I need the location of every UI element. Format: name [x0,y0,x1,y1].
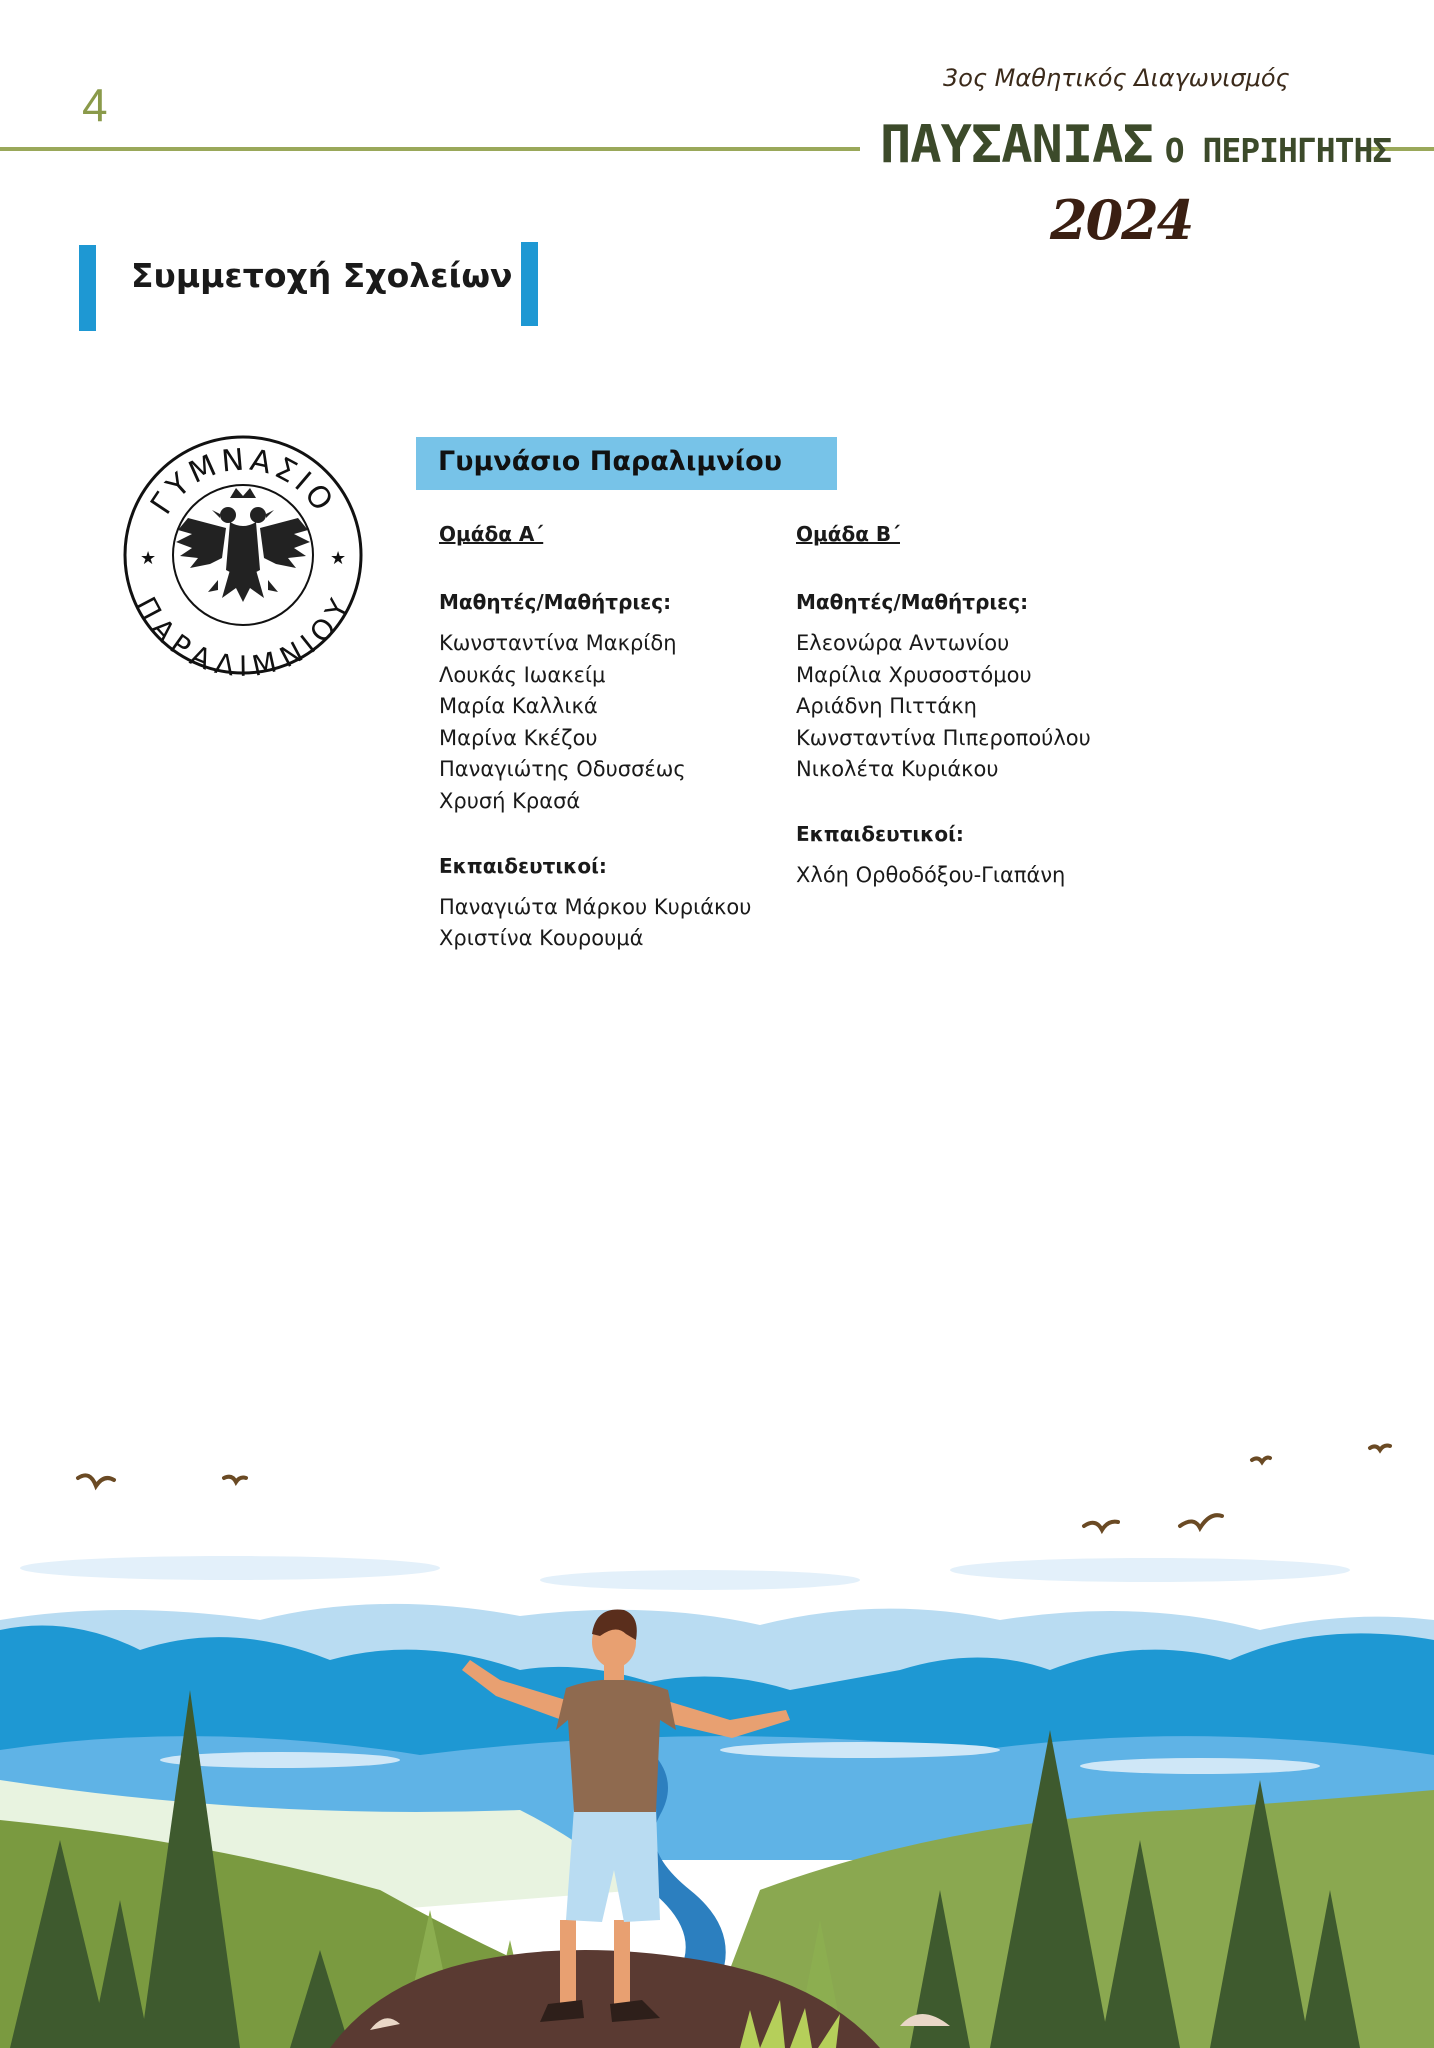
list-item: Μαρία Καλλικά [439,694,598,719]
section-heading: Συμμετοχή Σχολείων [131,256,513,295]
team-b [796,520,1091,926]
list-item: Νικολέτα Κυριάκου [796,757,999,782]
team-title: Ομάδα Α΄ [439,522,544,546]
educators-label: Εκπαιδευτικοί: [439,853,607,878]
birds-icon [78,1446,1390,1531]
svg-text:★: ★ [140,548,157,569]
educators-list [796,860,1091,892]
list-item: Χρυσή Κρασά [439,788,581,813]
contest-year: 2024 [1050,188,1193,252]
contest-title [880,115,1391,175]
svg-text:ΠΑΡΑΛΙΜΝΙΟΥ [129,591,357,680]
seal-text-bottom: ΠΑΡΑΛΙΜΝΙΟΥ [128,591,358,680]
educators-list [439,892,751,955]
school-seal [118,430,368,680]
seal-text-top: ΓΥΜΝΑΣΙΟ [144,442,342,521]
hiker-landscape-icon [0,1420,1434,2048]
list-item: Λουκάς Ιωακείμ [439,662,606,687]
list-item: Χλόη Ορθοδόξου-Γιαπάνη [796,862,1066,887]
contest-title-main: ΠΑΥΣΑΝΙΑΣ [880,115,1153,175]
double-headed-eagle-icon [176,488,310,602]
list-item: Μαρίνα Κκέζου [439,725,598,750]
svg-text:★: ★ [330,548,347,569]
educators-label: Εκπαιδευτικοί: [796,821,964,846]
team-a [439,520,751,989]
list-item: Παναγιώτης Οδυσσέως [439,757,686,782]
heading-accent-right [521,242,538,326]
students-list [796,628,1091,786]
contest-title-tail: Ο ΠΕΡΙΗΓΗΤΗΣ [1164,131,1392,170]
heading-accent-left [79,245,96,331]
school-banner [416,437,837,490]
students-label: Μαθητές/Μαθήτριες: [796,590,1029,614]
list-item: Κωνσταντίνα Πιπεροπούλου [796,725,1091,750]
list-item: Χριστίνα Κουρουμά [439,926,644,951]
team-title: Ομάδα Β΄ [796,522,900,546]
header-rule-left [0,147,860,151]
page-number: 4 [82,79,108,131]
school-name: Γυμνάσιο Παραλιμνίου [438,446,782,477]
svg-text:ΓΥΜΝΑΣΙΟ [144,442,342,521]
list-item: Αριάδνη Πιττάκη [796,694,977,719]
list-item: Παναγιώτα Μάρκου Κυριάκου [439,894,752,919]
list-item: Μαρίλια Χρυσοστόμου [796,662,1032,687]
contest-subtitle: 3ος Μαθητικός Διαγωνισμός [943,64,1290,92]
students-list [439,628,751,818]
list-item: Κωνσταντίνα Μακρίδη [439,631,677,655]
students-label: Μαθητές/Μαθήτριες: [439,590,672,614]
list-item: Ελεονώρα Αντωνίου [796,631,1010,655]
